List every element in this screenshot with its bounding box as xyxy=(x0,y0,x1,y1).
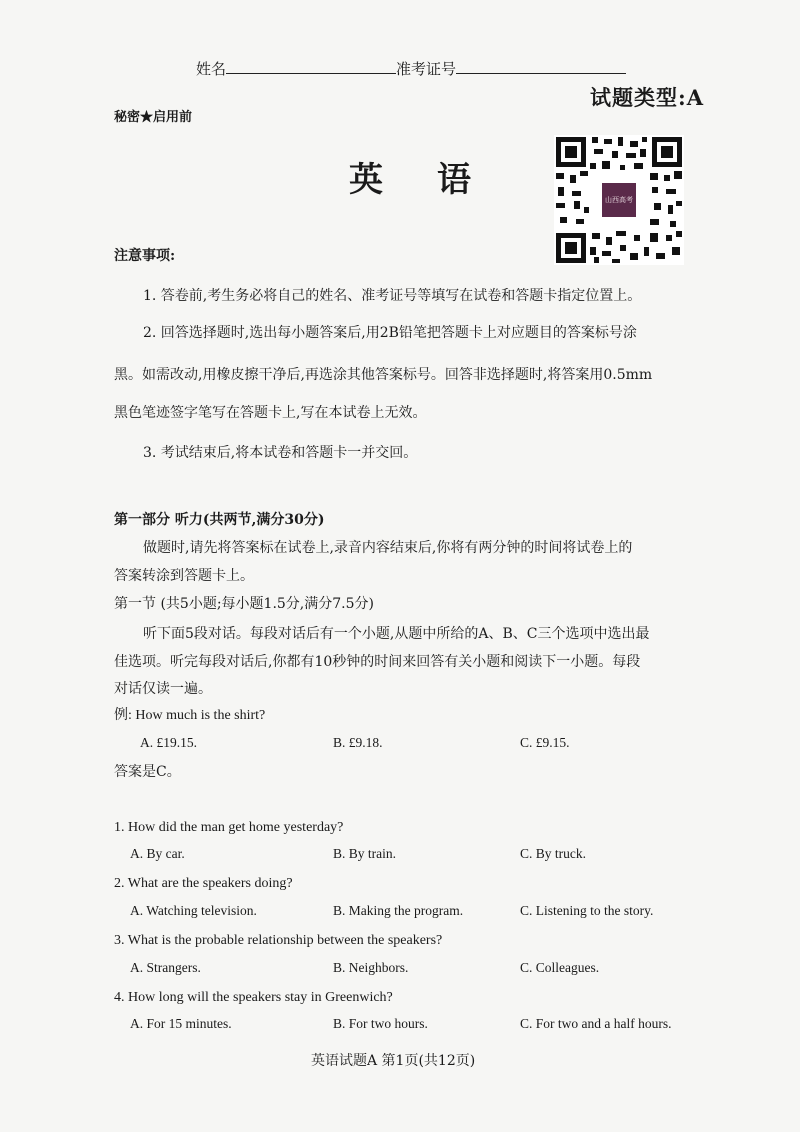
exam-no-label: 准考证号 xyxy=(396,60,457,78)
question-4: 4. How long will the speakers stay in Greenwich? xyxy=(114,990,393,1005)
section1-line-3: 对话仅读一遍。 xyxy=(114,681,212,697)
qr-code-icon xyxy=(554,135,684,265)
section1-line-2: 佳选项。听完每段对话后,你都有10秒钟的时间来回答有关小题和阅读下一小题。每段 xyxy=(114,654,641,670)
name-underline xyxy=(226,59,396,74)
name-label: 姓名 xyxy=(196,60,227,78)
question-2: 2. What are the speakers doing? xyxy=(114,876,293,891)
exam-no-underline xyxy=(456,59,626,74)
question-1: 1. How did the man get home yesterday? xyxy=(114,820,344,835)
notice-item-2-line-2: 黑。如需改动,用橡皮擦干净后,再选涂其他答案标号。回答非选择题时,将答案用0.5mm xyxy=(114,367,653,383)
q4-option-a: A. For 15 minutes. xyxy=(130,1016,232,1031)
section1-line-1: 听下面5段对话。每段对话后有一个小题,从题中所给的A、B、C三个选项中选出最 xyxy=(143,626,650,642)
q1-option-c: C. By truck. xyxy=(520,846,586,861)
header-fields xyxy=(196,58,626,79)
notice-title: 注意事项: xyxy=(114,248,176,264)
q2-option-c: C. Listening to the story. xyxy=(520,903,654,918)
example-option-a: A. £19.15. xyxy=(140,735,197,750)
section1-title: 第一节 (共5小题;每小题1.5分,满分7.5分) xyxy=(114,596,374,612)
part1-intro-line-2: 答案转涂到答题卡上。 xyxy=(114,568,254,584)
page-footer: 英语试题A 第1页(共12页) xyxy=(311,1053,476,1069)
example-option-c: C. £9.15. xyxy=(520,735,570,750)
notice-item-1: 1. 答卷前,考生务必将自己的姓名、准考证号等填写在试卷和答题卡指定位置上。 xyxy=(143,288,642,304)
q2-option-a: A. Watching television. xyxy=(130,903,257,918)
q3-option-b: B. Neighbors. xyxy=(333,960,409,975)
example-question: 例: How much is the shirt? xyxy=(114,708,266,723)
example-answer: 答案是C。 xyxy=(114,764,181,780)
secret-label: 秘密★启用前 xyxy=(114,110,193,125)
part1-intro-line-1: 做题时,请先将答案标在试卷上,录音内容结束后,你将有两分钟的时间将试卷上的 xyxy=(143,540,633,556)
notice-item-3: 3. 考试结束后,将本试卷和答题卡一并交回。 xyxy=(143,445,418,461)
q4-option-c: C. For two and a half hours. xyxy=(520,1016,672,1031)
question-3: 3. What is the probable relationship between the speakers? xyxy=(114,933,443,948)
notice-item-2-line-3: 黑色笔迹签字笔写在答题卡上,写在本试卷上无效。 xyxy=(114,405,427,421)
notice-item-2-line-1: 2. 回答选择题时,选出每小题答案后,用2B铅笔把答题卡上对应题目的答案标号涂 xyxy=(143,325,637,341)
q3-option-a: A. Strangers. xyxy=(130,960,201,975)
qr-center-label: 山西高考 xyxy=(605,196,633,204)
q1-option-a: A. By car. xyxy=(130,846,185,861)
paper-type: 试题类型:A xyxy=(589,85,704,110)
example-option-b: B. £9.18. xyxy=(333,735,383,750)
page-title: 英语 xyxy=(349,160,525,200)
q4-option-b: B. For two hours. xyxy=(333,1016,428,1031)
q3-option-c: C. Colleagues. xyxy=(520,960,600,975)
q2-option-b: B. Making the program. xyxy=(333,903,464,918)
q1-option-b: B. By train. xyxy=(333,846,396,861)
part1-title: 第一部分 听力(共两节,满分30分) xyxy=(114,512,325,528)
